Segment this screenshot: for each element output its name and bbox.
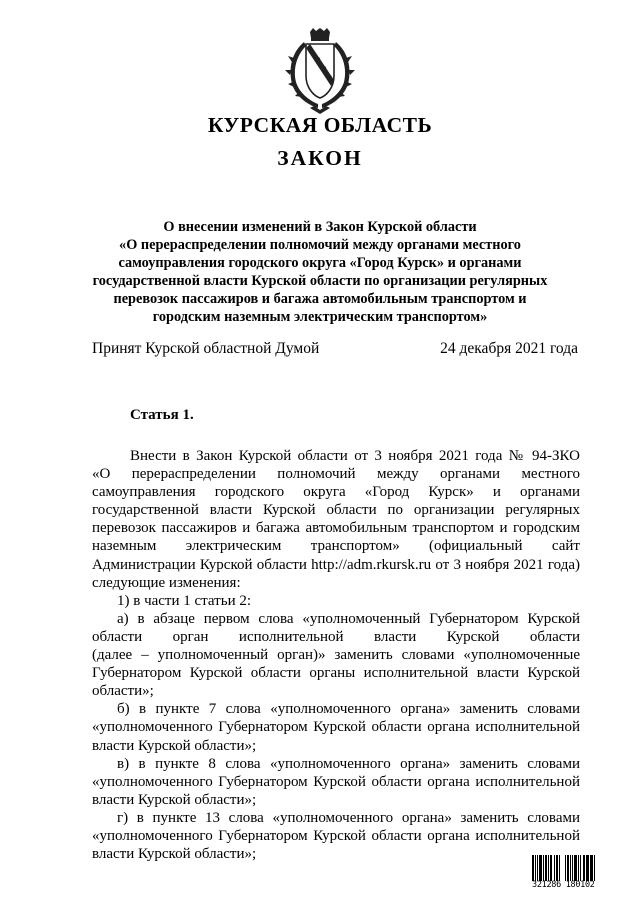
- body-line: а) в абзаце первом слова «уполномоченный Губернатором Курской: [117, 610, 580, 627]
- region-name: КУРСКАЯ ОБЛАСТЬ: [207, 113, 433, 137]
- article-body: [92, 447, 580, 863]
- body-line: государственной власти Курской области по организации регулярных: [92, 502, 580, 519]
- barcode-stripe: [595, 855, 597, 881]
- law-title-line: «О перераспределении полномочий между органами местного: [119, 237, 521, 253]
- body-line: (далее – уполномоченный орган)» заменить словами «уполномоченные: [92, 647, 580, 664]
- kursk-coat-of-arms-icon: [284, 28, 356, 114]
- barcode: [532, 855, 622, 893]
- body-line: наземным электрическим транспортом» (официальный сайт: [92, 538, 580, 555]
- barcode-bars: [532, 855, 622, 881]
- body-line: «уполномоченного Губернатором Курской области органа исполнительной: [92, 773, 580, 790]
- article-heading: Статья 1.: [130, 407, 194, 423]
- body-line: «уполномоченного Губернатором Курской области органа исполнительной: [92, 719, 580, 736]
- law-title-line: О внесении изменений в Закон Курской области: [163, 219, 477, 235]
- law-title-line: городским наземным электрическим транспортом»: [152, 309, 488, 325]
- body-line: г) в пункте 13 слова «уполномоченного органа» заменить словами: [117, 809, 580, 826]
- body-line: «уполномоченного Губернатором Курской области органа исполнительной: [92, 827, 580, 844]
- body-line: б) в пункте 7 слова «уполномоченного органа» заменить словами: [117, 701, 580, 718]
- body-line: области орган исполнительной власти Курской области: [92, 628, 580, 645]
- body-line: власти Курской области»;: [92, 737, 257, 754]
- law-title-line: государственной власти Курской области по организации регулярных: [92, 273, 548, 289]
- body-line: 1) в части 1 статьи 2:: [117, 592, 252, 609]
- body-line: власти Курской области»;: [92, 791, 257, 808]
- law-title: [80, 218, 560, 326]
- body-line: самоуправления городского округа «Город Курск» и органами: [92, 484, 580, 501]
- body-line: следующие изменения:: [92, 574, 241, 591]
- body-line: Администрации Курской области http://adm.rkursk.ru от 3 ноября 2021 года): [92, 556, 580, 573]
- body-line: Внести в Закон Курской области от 3 ноября 2021 года № 94-ЗКО: [130, 448, 580, 464]
- barcode-number: 321286 180102: [532, 880, 595, 890]
- document-type: ЗАКОН: [277, 146, 363, 170]
- body-line: Губернатором Курской области органы исполнительной власти Курской: [92, 665, 580, 682]
- body-line: области»;: [92, 683, 154, 700]
- law-title-line: самоуправления городского округа «Город Курск» и органами: [118, 255, 522, 271]
- law-title-line: перевозок пассажиров и багажа автомобильным транспортом и: [113, 291, 527, 307]
- adopted-by: Принят Курской областной Думой: [92, 340, 320, 357]
- body-line: в) в пункте 8 слова «уполномоченного органа» заменить словами: [117, 755, 580, 772]
- body-line: перевозок пассажиров и багажа автомобильным транспортом и городским: [92, 520, 580, 537]
- adoption-date: 24 декабря 2021 года: [440, 340, 578, 357]
- body-line: власти Курской области»;: [92, 846, 257, 863]
- body-line: «О перераспределении полномочий между органами местного: [92, 466, 580, 483]
